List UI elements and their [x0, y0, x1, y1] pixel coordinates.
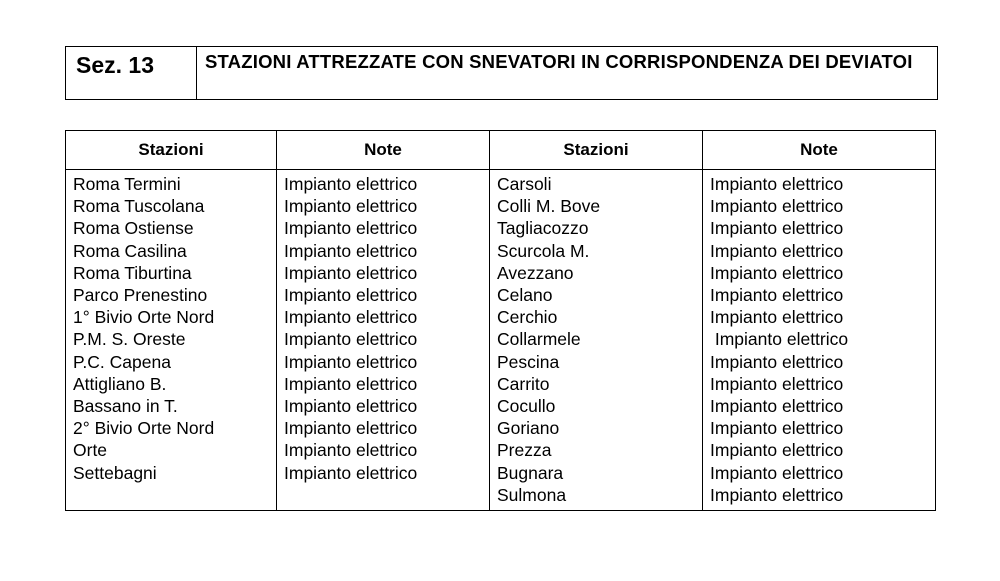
note-right-cell: Impianto elettrico [703, 170, 936, 196]
note-left-cell: Impianto elettrico [277, 217, 490, 239]
station-left-cell: Roma Casilina [66, 240, 277, 262]
station-right-cell: Pescina [490, 351, 703, 373]
station-left-cell: Parco Prenestino [66, 284, 277, 306]
note-right-cell: Impianto elettrico [703, 262, 936, 284]
station-right-cell: Bugnara [490, 462, 703, 484]
station-left-cell: P.C. Capena [66, 351, 277, 373]
station-right-cell: Cocullo [490, 395, 703, 417]
table-row [66, 195, 936, 217]
table-row [66, 462, 936, 484]
table-row [66, 484, 936, 511]
note-right-cell: Impianto elettrico [703, 306, 936, 328]
note-left-cell: Impianto elettrico [277, 195, 490, 217]
table-header [66, 131, 936, 170]
note-left-cell: Impianto elettrico [277, 170, 490, 196]
header-stazioni-right: Stazioni [490, 131, 703, 170]
note-left-cell: Impianto elettrico [277, 284, 490, 306]
table-row [66, 373, 936, 395]
station-right-cell: Sulmona [490, 484, 703, 511]
station-left-cell: Roma Tiburtina [66, 262, 277, 284]
table-row [66, 395, 936, 417]
table-row [66, 217, 936, 239]
note-right-cell: Impianto elettrico [703, 439, 936, 461]
note-right-cell: Impianto elettrico [703, 373, 936, 395]
note-right-cell: Impianto elettrico [703, 240, 936, 262]
station-left-cell: Bassano in T. [66, 395, 277, 417]
note-left-cell: Impianto elettrico [277, 395, 490, 417]
note-right-cell: Impianto elettrico [703, 217, 936, 239]
note-left-cell: Impianto elettrico [277, 439, 490, 461]
section-number: Sez. 13 [66, 47, 197, 99]
table-row [66, 284, 936, 306]
note-right-cell: Impianto elettrico [703, 284, 936, 306]
table-row [66, 439, 936, 461]
station-right-cell: Colli M. Bove [490, 195, 703, 217]
table-body [66, 170, 936, 511]
station-right-cell: Carrito [490, 373, 703, 395]
station-right-cell: Prezza [490, 439, 703, 461]
station-left-cell [66, 484, 277, 511]
station-left-cell: 2° Bivio Orte Nord [66, 417, 277, 439]
header-note-left: Note [277, 131, 490, 170]
station-left-cell: Settebagni [66, 462, 277, 484]
note-right-cell: Impianto elettrico [703, 417, 936, 439]
station-right-cell: Cerchio [490, 306, 703, 328]
station-right-cell: Tagliacozzo [490, 217, 703, 239]
station-right-cell: Collarmele [490, 328, 703, 350]
note-left-cell: Impianto elettrico [277, 373, 490, 395]
station-right-cell: Carsoli [490, 170, 703, 196]
station-left-cell: P.M. S. Oreste [66, 328, 277, 350]
table-row [66, 262, 936, 284]
table-row [66, 170, 936, 196]
station-left-cell: Roma Tuscolana [66, 195, 277, 217]
note-right-cell: Impianto elettrico [703, 395, 936, 417]
station-right-cell: Scurcola M. [490, 240, 703, 262]
station-right-cell: Celano [490, 284, 703, 306]
header-row [66, 131, 936, 170]
station-left-cell: 1° Bivio Orte Nord [66, 306, 277, 328]
stations-table [65, 130, 936, 511]
header-stazioni-left: Stazioni [66, 131, 277, 170]
station-right-cell: Goriano [490, 417, 703, 439]
station-left-cell: Attigliano B. [66, 373, 277, 395]
table-row [66, 306, 936, 328]
note-left-cell: Impianto elettrico [277, 328, 490, 350]
note-right-cell: Impianto elettrico [703, 195, 936, 217]
station-left-cell: Roma Termini [66, 170, 277, 196]
note-right-cell: Impianto elettrico [703, 351, 936, 373]
table-row [66, 240, 936, 262]
note-right-cell: Impianto elettrico [703, 328, 936, 350]
header-note-right: Note [703, 131, 936, 170]
note-left-cell: Impianto elettrico [277, 262, 490, 284]
section-header [65, 46, 938, 100]
table-row [66, 328, 936, 350]
note-left-cell: Impianto elettrico [277, 240, 490, 262]
note-left-cell: Impianto elettrico [277, 462, 490, 484]
table-row [66, 417, 936, 439]
note-right-cell: Impianto elettrico [703, 484, 936, 511]
note-left-cell: Impianto elettrico [277, 417, 490, 439]
table-row [66, 351, 936, 373]
station-left-cell: Orte [66, 439, 277, 461]
note-left-cell [277, 484, 490, 511]
station-left-cell: Roma Ostiense [66, 217, 277, 239]
note-left-cell: Impianto elettrico [277, 306, 490, 328]
station-right-cell: Avezzano [490, 262, 703, 284]
note-left-cell: Impianto elettrico [277, 351, 490, 373]
note-right-cell: Impianto elettrico [703, 462, 936, 484]
section-title: STAZIONI ATTREZZATE CON SNEVATORI IN CORRISPONDENZA DEI DEVIATOI [205, 51, 913, 72]
